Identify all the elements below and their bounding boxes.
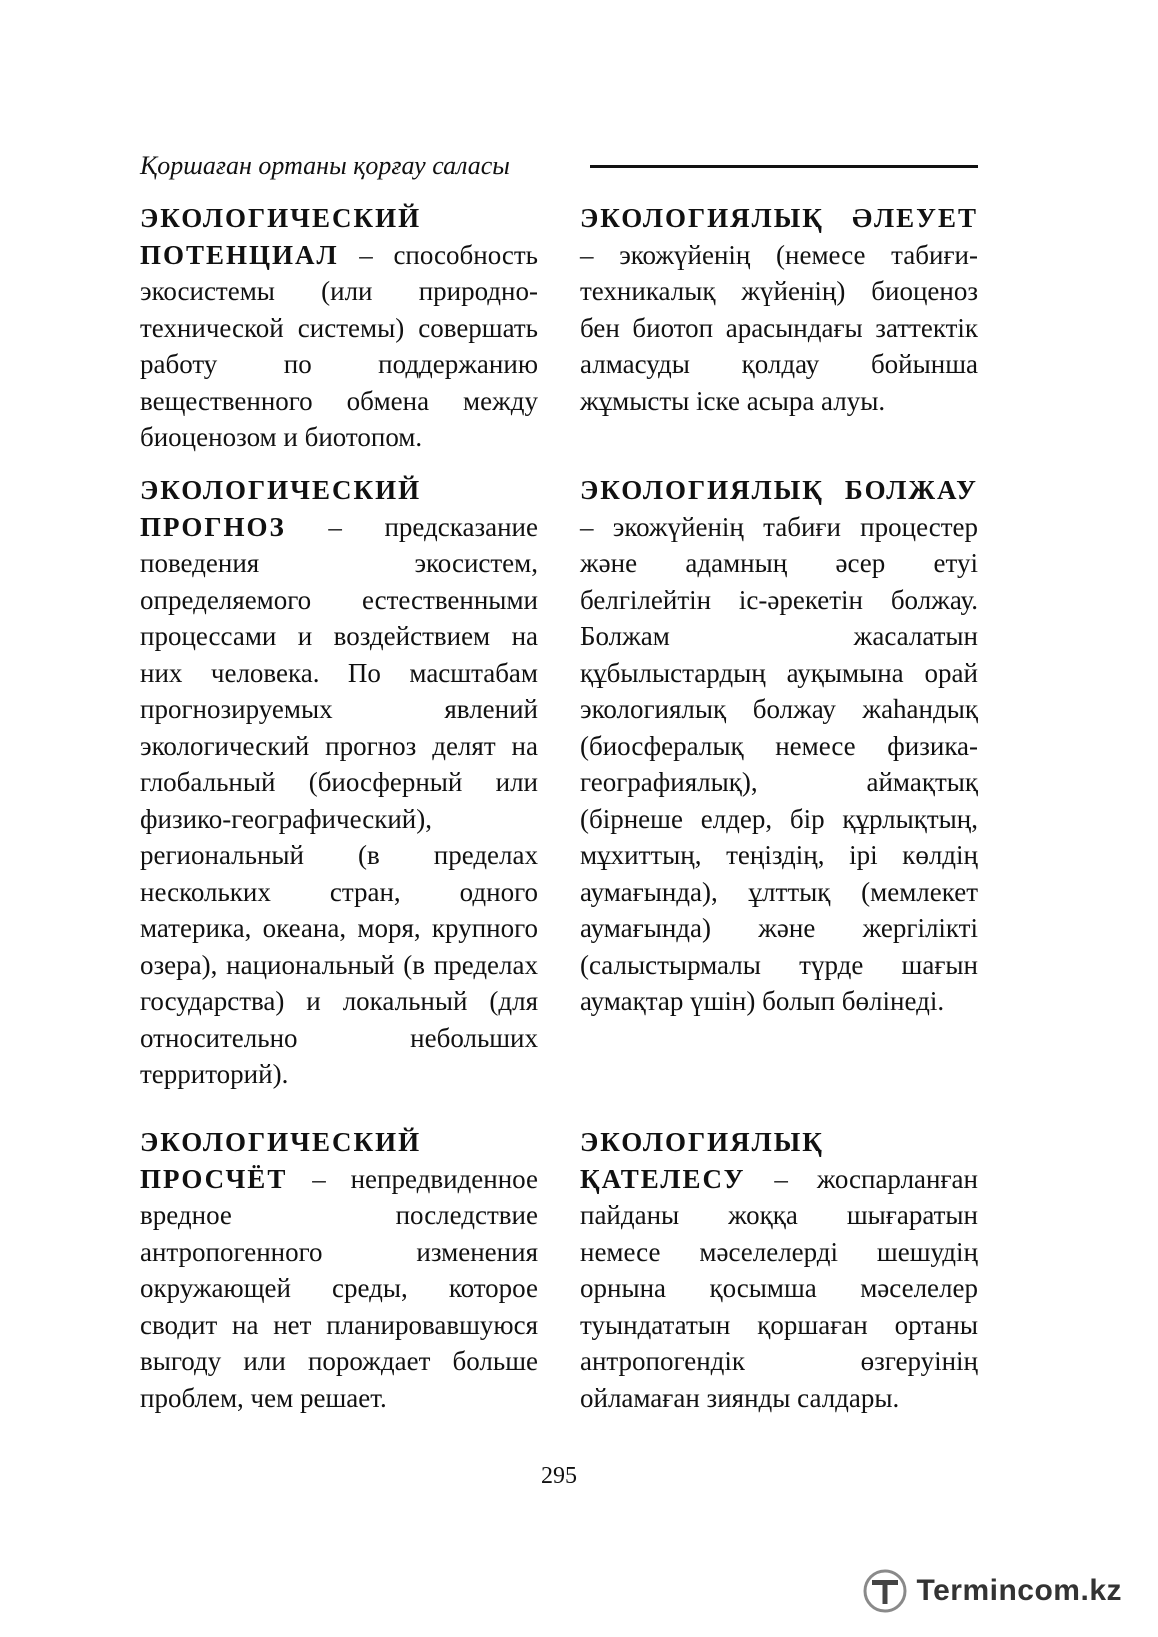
entry-term: ЭКОЛОГИЯЛЫҚ ҚАТЕЛЕСУ [580, 1127, 824, 1194]
running-header [140, 146, 978, 186]
entry-term: ЭКОЛОГИЧЕСКИЙ ПРОСЧЁТ [140, 1127, 422, 1194]
watermark-text: Termincom.kz [916, 1574, 1122, 1607]
entry-ekologiyalyq-boljau [580, 472, 978, 1020]
entry-definition: – жоспарланған пайданы жоққа шығаратын немесе мәселелерді шешудің орнына қосымша мәселелер туындататын қоршаған ортаны антропогендік өзгеруінің ойламаған зиянды салдары. [580, 1163, 978, 1413]
entry-ekologiyalyq-aleuet [580, 200, 978, 419]
watermark[interactable] [862, 1568, 1122, 1616]
entry-term: ЭКОЛОГИЯЛЫҚ ӘЛЕУЕТ [580, 203, 978, 233]
entry-definition: – экожүйенің (немесе табиғи-техникалық жүйенің) биоценоз бен биотоп арасындағы заттектік алмасуды қолдау бойынша жұмысты іске асыра алуы. [580, 239, 978, 416]
entry-ekologiyalyq-qatelesu [580, 1124, 978, 1416]
entry-definition: – способность экосистемы (или природно-технической системы) совершать работу по поддержанию вещественного обмена между биоценозом и биотопом. [140, 239, 538, 452]
entry-ecological-forecast [140, 472, 538, 1093]
entry-term: ЭКОЛОГИЯЛЫҚ БОЛЖАУ [580, 475, 978, 505]
entry-ecological-miscalculation [140, 1124, 538, 1416]
termincom-logo-icon [862, 1568, 908, 1614]
entry-definition: – экожүйенің табиғи процестер және адамның әсер етуі белгілейтін іс-әрекетін болжау. Болжам жасалатын құбылыстардың ауқымына орай экологиялық болжау жаһандық (биосфералық немесе физика-географиялық), аймақтық (бірнеше елдер, бір құрлықтың, мұхиттың, теңіздің, ірі көлдің аумағында), ұлттық (мемлекет аумағында) және жергілікті (салыстырмалы түрде шағын аумақтар үшін) болып бөлінеді. [580, 511, 978, 1016]
entry-definition: – непредвиденное вредное последствие антропогенного изменения окружающей среды, которое сводит на нет планировавшуюся выгоду или порождает больше проблем, чем решает. [140, 1163, 538, 1413]
entry-ecological-potential [140, 200, 538, 456]
header-rule [590, 165, 978, 168]
entry-term: ЭКОЛОГИЧЕСКИЙ ПРОГНОЗ [140, 475, 422, 542]
entry-definition: – предсказание поведения экосистем, определяемого естественными процессами и воздействием на них человека. По масштабам прогнозируемых явлений экологический прогноз делят на глобальный (биосферный или физико-географический), региональный (в пределах нескольких стран, одного материка, океана, моря, крупного озера), национальный (в пределах государства) и локальный (для относительно небольших территорий). [140, 511, 538, 1089]
header-title: Қоршаған ортаны қорғау саласы [140, 151, 510, 180]
page-number: 295 [541, 1463, 577, 1489]
entry-term: ЭКОЛОГИЧЕСКИЙ ПОТЕНЦИАЛ [140, 203, 422, 270]
